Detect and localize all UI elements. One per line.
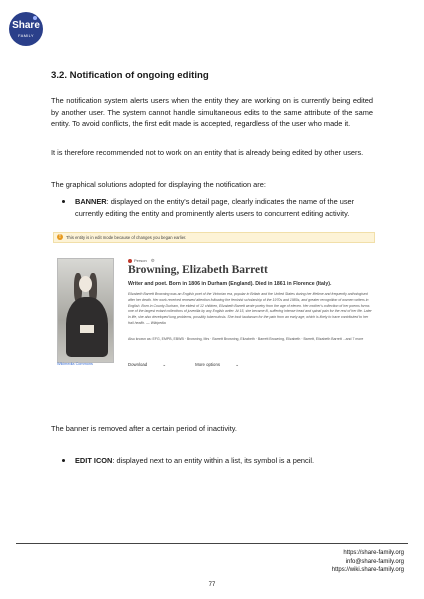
bullet-dot xyxy=(62,200,65,203)
bullet-banner-label: BANNER xyxy=(75,197,107,206)
portrait-face xyxy=(79,276,92,292)
portrait-book xyxy=(80,325,94,333)
warning-icon: ! xyxy=(57,234,63,240)
chevron-down-icon: ⌄ xyxy=(235,362,239,367)
download-label: Download xyxy=(128,362,148,367)
entity-actions xyxy=(128,362,267,368)
section-heading: 3.2. Notification of ongoing editing xyxy=(51,70,209,81)
bullet-banner-text: : displayed on the entity's detail page, clearly indicates the name of the user currently editing the entity and prominently alerts users to concurrent editing activity. xyxy=(75,197,355,218)
chevron-down-icon: ⌄ xyxy=(162,362,166,367)
bullet-dot xyxy=(62,459,65,462)
footer-divider xyxy=(16,543,408,544)
image-credit-link[interactable]: Wikimedia Commons xyxy=(57,362,93,366)
entity-subtitle: Writer and poet. Born in 1806 in Durham (England). Died in 1861 in Florence (Italy). xyxy=(128,281,332,287)
bullet-edit-icon-label: EDIT ICON xyxy=(75,456,113,465)
more-options-button[interactable] xyxy=(195,362,253,367)
footer-wiki-link[interactable]: https://wiki.share-family.org xyxy=(331,567,404,573)
edit-mode-banner xyxy=(53,232,375,243)
paragraph-intro: The notification system alerts users when the entity they are working on is currently being edited by another user. The system cannot handle simultaneous edits to the same attribute of the same entity. To avoid conflicts, the first edit made is accepted, regardless of the user who made it. xyxy=(51,96,373,129)
download-button[interactable] xyxy=(128,362,180,367)
paragraph-solutions: The graphical solutions adopted for displaying the notification are: xyxy=(51,180,266,189)
settings-icon[interactable]: ⚙ xyxy=(150,258,155,263)
footer-links xyxy=(332,549,404,575)
paragraph-banner-removal: The banner is removed after a certain period of inactivity. xyxy=(51,424,237,433)
person-icon xyxy=(128,259,132,263)
banner-message: This entity is in edit mode because of changes you began earlier. xyxy=(66,234,187,240)
entity-biography: Elizabeth Barrett Browning was an English poet of the Victorian era, popular in Britain and the United States during her lifetime and frequently anthologised after her death. Her work received renewed attention following the feminist scholarship of the 1970s and 1980s, and greater recognition of women writers in English. Born in County Durham, the eldest of 12 children, Elizabeth Barrett wrote poetry from the age of eleven. Her mother's collection of her poems forms one of the largest extant collections of juvenilia by any English writer. At 15, she became ill, suffering intense head and spinal pain for the rest of her life. Later in life, she also developed lung problems, possibly tuberculosis. She took laudanum for the pain from an early age, which is likely to have contributed to her frail health. — Wikipedia xyxy=(128,292,372,325)
portrait-image[interactable] xyxy=(57,258,114,363)
paragraph-recommendation: It is therefore recommended not to work on an entity that is already being edited by other users. xyxy=(51,148,364,157)
logo-sub: FAMILY xyxy=(18,33,34,38)
entity-also-known: Also known as: EFG, EMPB, EBWB · Browning, Mrs · Barrett Browning, Elizabeth · Barrett Browning, Elizabeth · Barrett, Elizabeth Barrett ...and 7 more xyxy=(128,337,364,341)
bullet-banner xyxy=(62,196,374,219)
footer-email-link[interactable]: info@share-family.org xyxy=(345,558,404,565)
footer-website-link[interactable]: https://share-family.org xyxy=(343,550,404,556)
more-options-label: More options xyxy=(195,362,220,367)
share-family-logo xyxy=(9,12,43,46)
logo-name: Share xyxy=(12,20,40,31)
bullet-edit-icon-text: : displayed next to an entity within a list, its symbol is a pencil. xyxy=(112,456,315,465)
bullet-edit-icon xyxy=(62,455,374,467)
entity-title: Browning, Elizabeth Barrett xyxy=(128,264,268,276)
entity-type-label: Person xyxy=(134,258,147,263)
page-number: 77 xyxy=(208,582,216,588)
